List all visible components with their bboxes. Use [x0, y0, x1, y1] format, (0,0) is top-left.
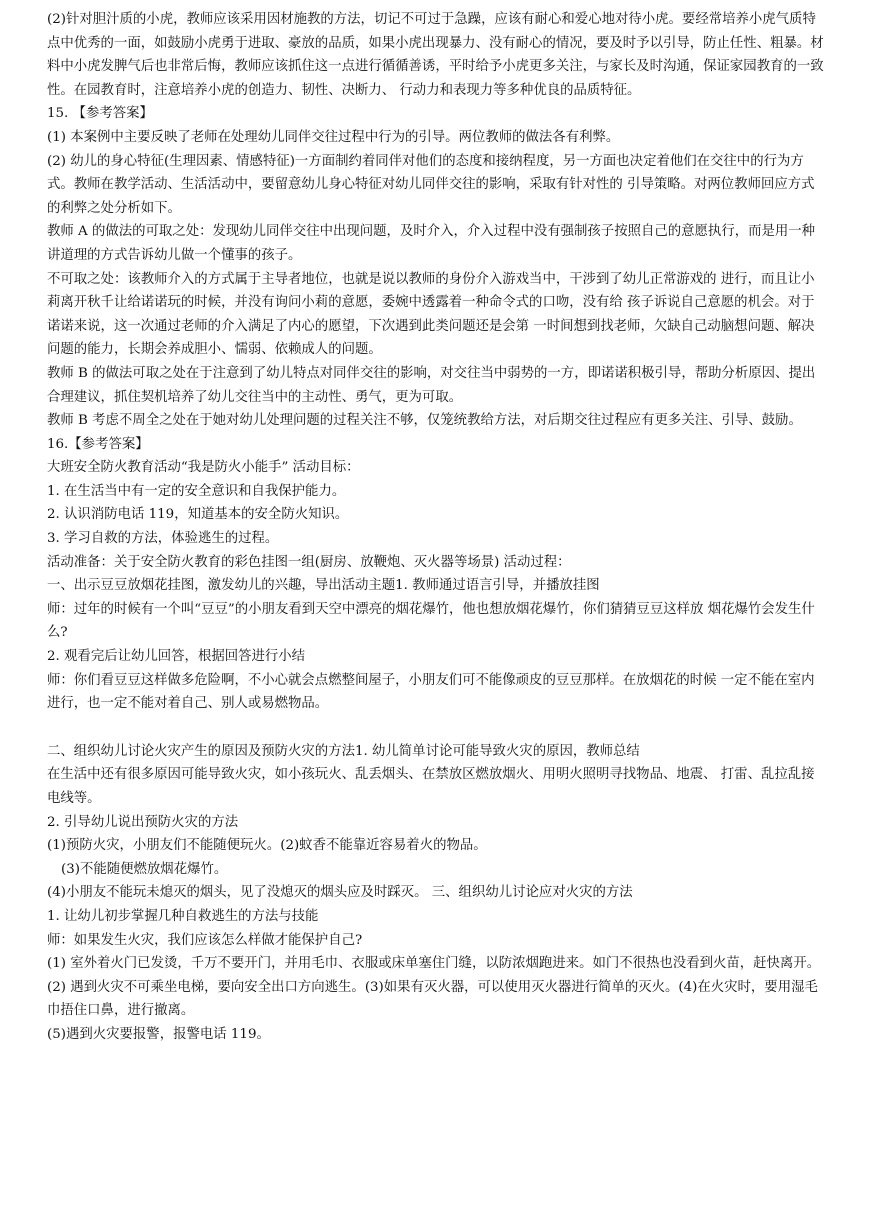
teacher-question-fireworks: 师：过年的时候有一个叫“豆豆”的小朋友看到天空中漂亮的烟花爆竹，他也想放烟花爆竹，你们猜猜豆豆这样放 烟花爆竹会发生什么? — [47, 601, 815, 641]
paragraph-tiger-guidance: (2)针对胆汁质的小虎，教师应该采用因材施教的方法，切记不可过于急躁，应该有耐心和爱心地对待小虎。要经常培养小虎气质特点中优秀的一面，如鼓励小虎勇于进取、豪放的品质，如果小虎出现暴力、没有耐心的情况，要及时予以引导，防止任性、粗暴。材料中小虎发脾气后也非常后悔，教师应该抓住这一点进行循循善诱，平时给予小虎更多关注，与家长及时沟通，保证家园教育的一致性。在园教育时，注意培养小虎的创造力、韧性、决断力、 行动力和表现力等多种优良的品质特征。 — [47, 12, 824, 98]
prevention-3: (3)不能随便燃放烟花爆竹。 — [61, 861, 228, 877]
teacher-summary-fireworks: 师：你们看豆豆这样做多危险啊，不小心就会点燃整间屋子，小朋友们可不能像顽皮的豆豆那样。在放烟花的时候 一定不能在室内进行，也一定不能对着自己、别人或易燃物品。 — [47, 672, 815, 712]
paragraph-teacher-b-pros: 教师 B 的做法可取之处在于注意到了幼儿特点对同伴交往的影响，对交往当中弱势的一方，即诺诺积极引导，帮助分析原因、提出合理建议，抓住契机培养了幼儿交往当中的主动性、勇气，更为可取。 — [47, 365, 816, 405]
activity-title: 大班安全防火教育活动“我是防火小能手” 活动目标： — [47, 460, 360, 476]
prevention-1-2: (1)预防火灾，小朋友们不能随便玩火。(2)蚊香不能靠近容易着火的物品。 — [47, 838, 487, 854]
heading-answer-16: 16.【参考答案】 — [47, 436, 149, 452]
step-3-1: 1. 让幼儿初步掌握几种自救逃生的方法与技能 — [47, 908, 319, 924]
blank-line — [47, 716, 827, 740]
paragraph-15-1: (1) 本案例中主要反映了老师在处理幼儿同伴交往过程中行为的引导。两位教师的做法各有利弊。 — [47, 129, 620, 145]
activity-preparation: 活动准备：关于安全防火教育的彩色挂图一组(厨房、放鞭炮、灭火器等场景) 活动过程： — [47, 554, 571, 570]
paragraph-teacher-a-pros: 教师 A 的做法的可取之处：发现幼儿同伴交往中出现问题，及时介入，介入过程中没有强制孩子按照自己的意愿执行，而是用一种讲道理的方式告诉幼儿做一个懂事的孩子。 — [47, 224, 816, 263]
escape-5: (5)遇到火灾要报警，报警电话 119。 — [47, 1026, 270, 1042]
goal-2: 2. 认识消防电话 119，知道基本的安全防火知识。 — [47, 507, 349, 523]
teacher-question-escape: 师：如果发生火灾，我们应该怎么样做才能保护自己? — [47, 932, 363, 948]
step-2-2: 2. 引导幼儿说出预防火灾的方法 — [47, 814, 239, 830]
goal-3: 3. 学习自救的方法，体验逃生的过程。 — [47, 531, 279, 547]
goal-1: 1. 在生活当中有一定的安全意识和自我保护能力。 — [47, 483, 346, 499]
paragraph-teacher-a-cons: 不可取之处：该教师介入的方式属于主导者地位，也就是说以教师的身份介入游戏当中，干涉到了幼儿正常游戏的 进行，而且让小莉离开秋千让给诺诺玩的时候，并没有询问小莉的意愿，委婉中透露着一种命令式的口吻，没有给 孩子诉说自己意愿的机会。对于诺诺来说，这一次通过老师的介入满足了内心的愿望，下次遇到此类问题还是会第 一时间想到找老师，欠缺自己动脑想问题、解决问题的能力，长期会养成胆小、懦弱、依赖成人的问题。 — [47, 271, 815, 358]
step-2-heading: 二、组织幼儿讨论火灾产生的原因及预防火灾的方法1. 幼儿简单讨论可能导致火灾的原因，教师总结 — [47, 743, 640, 759]
step-1-2: 2. 观看完后让幼儿回答，根据回答进行小结 — [47, 649, 306, 665]
escape-2-4: (2) 遇到火灾不可乘坐电梯，要向安全出口方向逃生。(3)如果有灭火器，可以使用灭火器进行简单的灭火。(4)在火灾时，要用湿毛巾捂住口鼻，进行撤离。 — [47, 979, 818, 1019]
escape-1: (1) 室外着火门已发烫，千万不要开门，并用毛巾、衣服或床单塞住门缝，以防浓烟跑进来。如门不很热也没看到火苗，赶快离开。 — [47, 956, 821, 972]
heading-answer-15: 15. 【参考答案】 — [47, 106, 153, 122]
step-1-heading: 一、出示豆豆放烟花挂图，激发幼儿的兴趣，导出活动主题1. 教师通过语言引导，并播放挂图 — [47, 578, 600, 594]
fire-causes: 在生活中还有很多原因可能导致火灾，如小孩玩火、乱丢烟头、在禁放区燃放烟火、用明火照明寻找物品、地震、 打雷、乱拉乱接电线等。 — [47, 767, 815, 806]
paragraph-15-2: (2) 幼儿的身心特征(生理因素、情感特征)一方面制约着同伴对他们的态度和接纳程度，另一方面也决定着他们在交往中的行为方式。教师在教学活动、生活活动中，要留意幼儿身心特征对幼儿同伴交往的影响，采取有针对性的 引导策略。对两位教师回应方式的利弊之处分析如下。 — [47, 153, 815, 216]
prevention-4-and-step-3: (4)小朋友不能玩未熄灭的烟头，见了没熄灭的烟头应及时踩灭。 三、组织幼儿讨论应对火灾的方法 — [47, 885, 633, 901]
paragraph-teacher-b-cons: 教师 B 考虑不周全之处在于她对幼儿处理问题的过程关注不够，仅笼统教给方法，对后期交往过程应有更多关注、引导、鼓励。 — [47, 413, 802, 429]
